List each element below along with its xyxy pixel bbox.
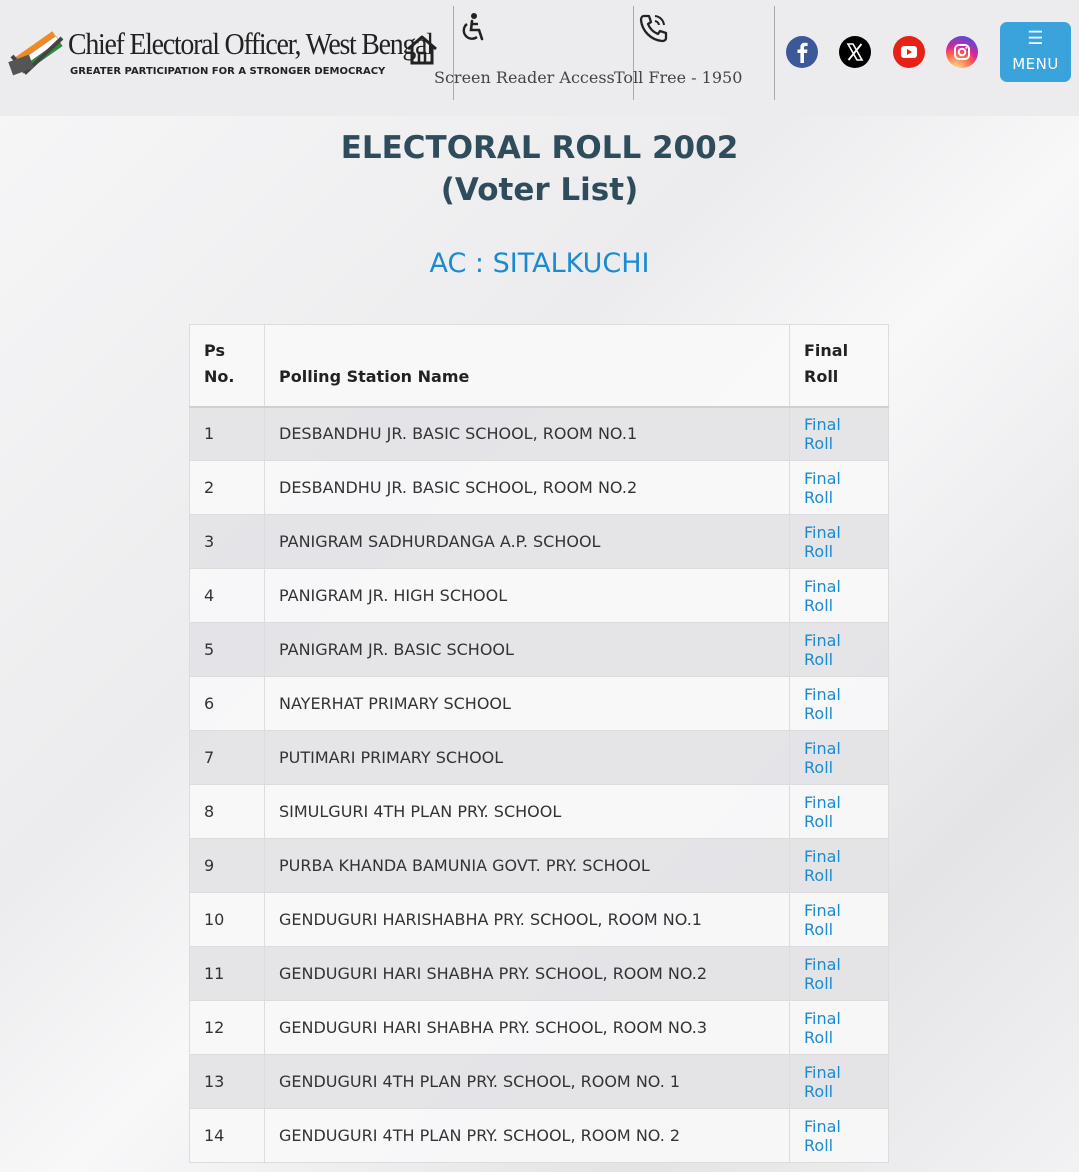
page-title: ELECTORAL ROLL 2002	[340, 130, 739, 166]
ps-number: 8	[190, 785, 265, 839]
table-row	[190, 407, 889, 461]
final-roll-link[interactable]: Final Roll	[790, 461, 889, 515]
station-name-header: Polling Station Name	[265, 325, 790, 407]
table-header-row	[190, 325, 889, 407]
station-name: PANIGRAM JR. HIGH SCHOOL	[265, 569, 790, 623]
station-name: NAYERHAT PRIMARY SCHOOL	[265, 677, 790, 731]
final-roll-link[interactable]: Final Roll	[790, 1001, 889, 1055]
station-name: PANIGRAM SADHURDANGA A.P. SCHOOL	[265, 515, 790, 569]
logo-title: Chief Electoral Officer, West Bengal	[68, 26, 433, 61]
ps-number: 6	[190, 677, 265, 731]
menu-label: MENU	[1012, 55, 1059, 73]
ps-no-header: Ps No.	[190, 325, 265, 407]
final-roll-link[interactable]: Final Roll	[790, 731, 889, 785]
final-roll-link[interactable]: Final Roll	[790, 623, 889, 677]
table-row	[190, 677, 889, 731]
ps-number: 12	[190, 1001, 265, 1055]
x-icon[interactable]	[839, 36, 871, 68]
final-roll-header: Final Roll	[790, 325, 889, 407]
table-row	[190, 1001, 889, 1055]
station-name: GENDUGURI 4TH PLAN PRY. SCHOOL, ROOM NO. 2	[265, 1109, 790, 1163]
station-name: GENDUGURI HARI SHABHA PRY. SCHOOL, ROOM NO.2	[265, 947, 790, 1001]
table-row	[190, 1109, 889, 1163]
table-row	[190, 569, 889, 623]
final-roll-link[interactable]: Final Roll	[790, 407, 889, 461]
phone-icon[interactable]	[638, 12, 668, 44]
table-row	[190, 461, 889, 515]
table-row	[190, 785, 889, 839]
ps-number: 11	[190, 947, 265, 1001]
ps-number: 10	[190, 893, 265, 947]
ps-number: 5	[190, 623, 265, 677]
page-subtitle: (Voter List)	[440, 172, 639, 208]
site-logo[interactable]	[8, 24, 433, 84]
station-name: DESBANDHU JR. BASIC SCHOOL, ROOM NO.1	[265, 407, 790, 461]
instagram-icon[interactable]	[946, 36, 978, 68]
ps-number: 7	[190, 731, 265, 785]
ps-number: 3	[190, 515, 265, 569]
table-row	[190, 839, 889, 893]
station-name: SIMULGURI 4TH PLAN PRY. SCHOOL	[265, 785, 790, 839]
station-name: PUTIMARI PRIMARY SCHOOL	[265, 731, 790, 785]
table-row	[190, 623, 889, 677]
table-row	[190, 1055, 889, 1109]
screen-reader-access-link[interactable]: Screen Reader Access	[434, 68, 615, 87]
table-row	[190, 731, 889, 785]
final-roll-link[interactable]: Final Roll	[790, 947, 889, 1001]
station-name: PANIGRAM JR. BASIC SCHOOL	[265, 623, 790, 677]
ps-number: 4	[190, 569, 265, 623]
facebook-icon[interactable]	[786, 36, 818, 68]
station-name: PURBA KHANDA BAMUNIA GOVT. PRY. SCHOOL	[265, 839, 790, 893]
final-roll-link[interactable]: Final Roll	[790, 515, 889, 569]
ps-number: 2	[190, 461, 265, 515]
hamburger-icon: ☰	[1027, 28, 1044, 48]
menu-button[interactable]	[1000, 22, 1071, 82]
toll-free-number[interactable]: Toll Free - 1950	[614, 68, 743, 87]
table-row	[190, 947, 889, 1001]
youtube-icon[interactable]	[893, 36, 925, 68]
final-roll-link[interactable]: Final Roll	[790, 1055, 889, 1109]
assembly-constituency-title: AC : SITALKUCHI	[429, 248, 650, 279]
station-name: GENDUGURI HARI SHABHA PRY. SCHOOL, ROOM NO.3	[265, 1001, 790, 1055]
home-icon[interactable]	[404, 33, 440, 67]
table-row	[190, 515, 889, 569]
site-header	[0, 0, 1079, 116]
final-roll-link[interactable]: Final Roll	[790, 677, 889, 731]
final-roll-link[interactable]: Final Roll	[790, 569, 889, 623]
station-name: GENDUGURI HARISHABHA PRY. SCHOOL, ROOM NO.1	[265, 893, 790, 947]
ps-number: 9	[190, 839, 265, 893]
final-roll-link[interactable]: Final Roll	[790, 893, 889, 947]
final-roll-link[interactable]: Final Roll	[790, 839, 889, 893]
ps-number: 13	[190, 1055, 265, 1109]
final-roll-link[interactable]: Final Roll	[790, 1109, 889, 1163]
divider	[774, 6, 775, 100]
logo-tagline: GREATER PARTICIPATION FOR A STRONGER DEMOCRACY	[70, 66, 386, 77]
ps-number: 14	[190, 1109, 265, 1163]
station-name: GENDUGURI 4TH PLAN PRY. SCHOOL, ROOM NO. 1	[265, 1055, 790, 1109]
polling-station-table	[189, 324, 888, 1163]
final-roll-link[interactable]: Final Roll	[790, 785, 889, 839]
ps-number: 1	[190, 407, 265, 461]
accessibility-icon[interactable]	[458, 12, 488, 44]
ballot-logo-icon	[8, 28, 66, 78]
table-row	[190, 893, 889, 947]
station-name: DESBANDHU JR. BASIC SCHOOL, ROOM NO.2	[265, 461, 790, 515]
